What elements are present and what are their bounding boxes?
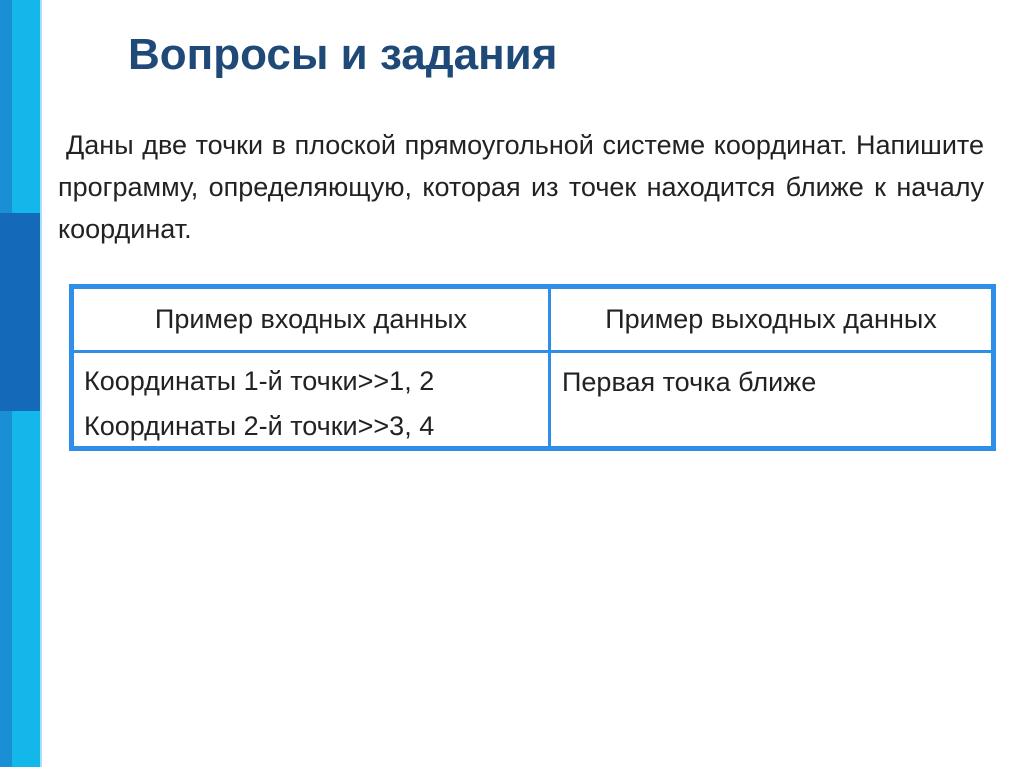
table-header-input: Пример входных данных (154, 304, 468, 334)
table-cell-input (84, 359, 434, 449)
table-header-divider (74, 350, 991, 353)
table-header-output: Пример выходных данных (605, 304, 937, 334)
task-description (58, 124, 984, 250)
slide-title: Вопросы и задания (128, 30, 558, 79)
table-cell-output (562, 367, 816, 398)
task-paragraph: Даны две точки в плоской прямоугольной системе координат. Напишите программу, определяющую, которая из точек находится ближе к началу координат. (58, 130, 984, 244)
left-accent-stripe-dark-block (0, 213, 40, 411)
left-accent-divider (40, 0, 42, 767)
input-line-2: Координаты 2-й точки>>3, 4 (84, 411, 435, 441)
output-line-1: Первая точка ближе (562, 367, 817, 397)
examples-table (69, 284, 996, 451)
input-line-1: Координаты 1-й точки>>1, 2 (84, 366, 435, 396)
